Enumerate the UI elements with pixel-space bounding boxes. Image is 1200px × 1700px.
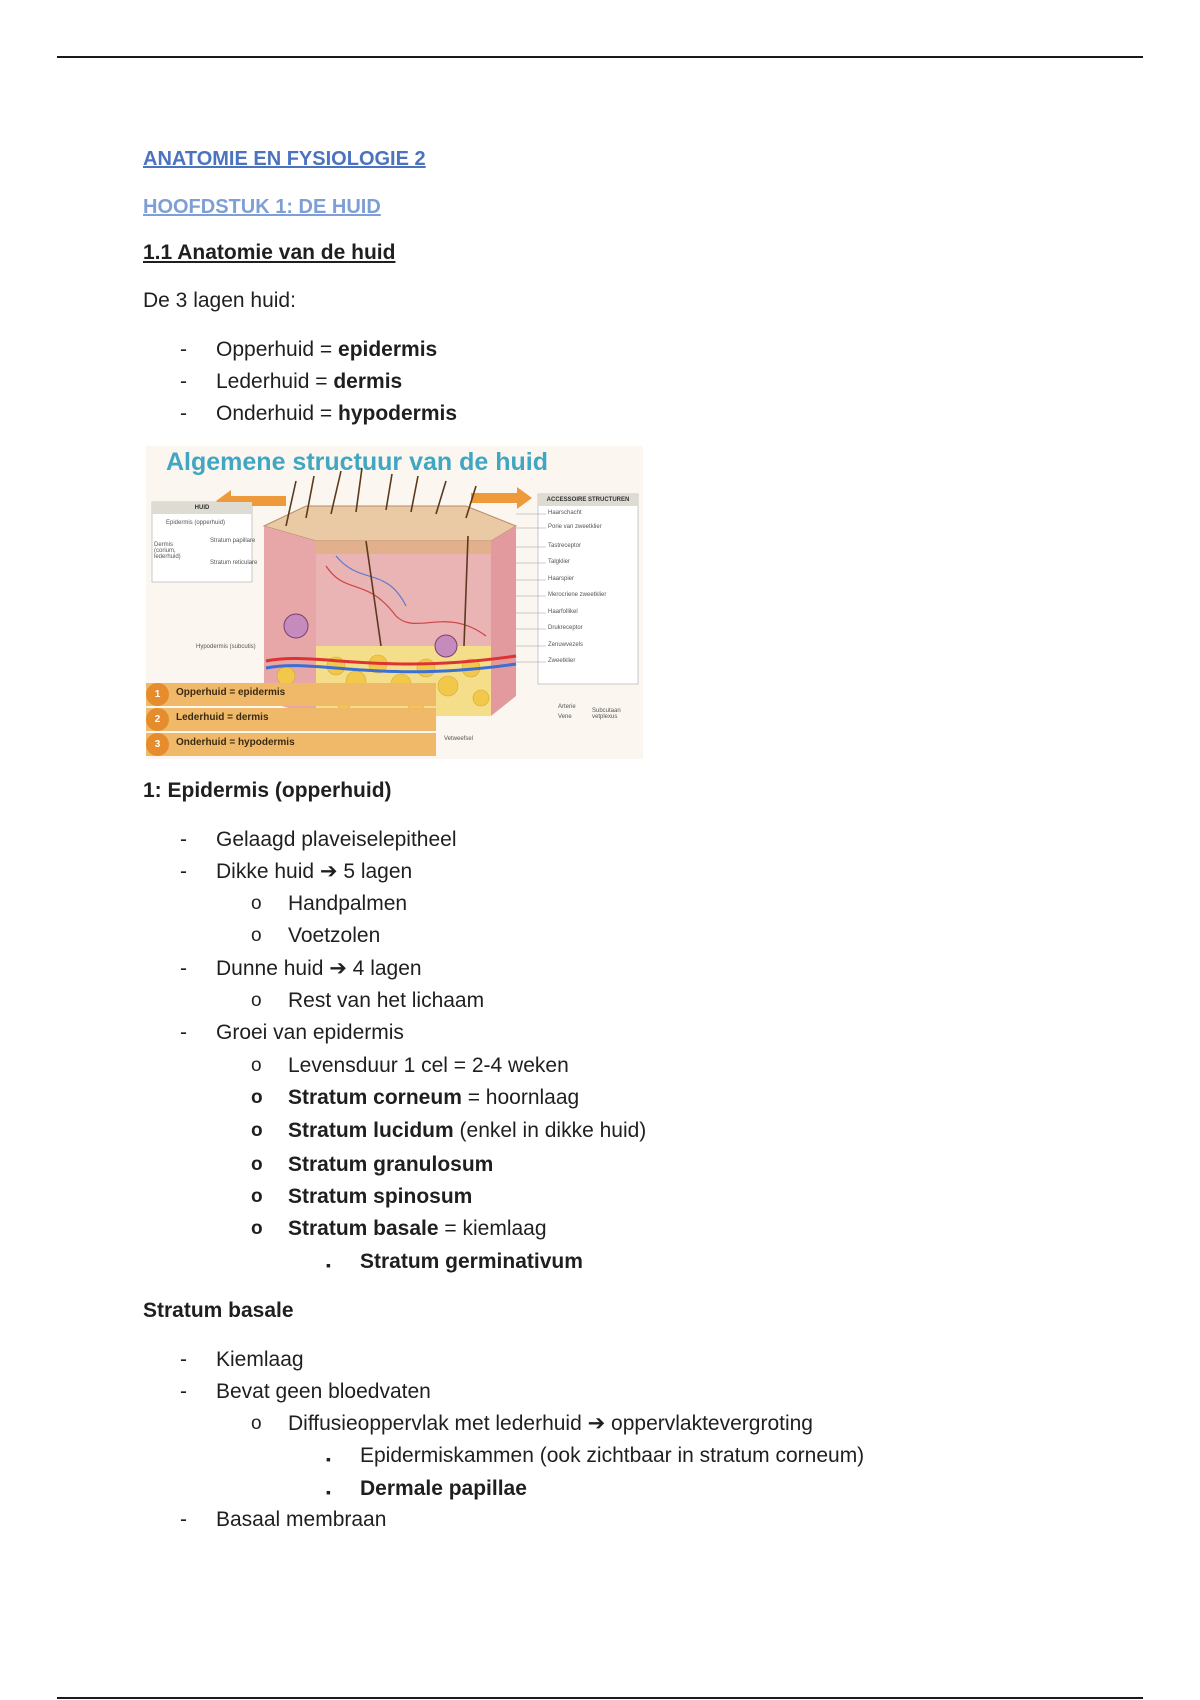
layer-band: 3 Onderhuid = hypodermis bbox=[146, 733, 436, 756]
intro-text: De 3 lagen huid: bbox=[143, 289, 296, 312]
layer-band: 2 Lederhuid = dermis bbox=[146, 708, 436, 731]
header-rule bbox=[57, 56, 1143, 58]
dash-marker: - bbox=[180, 338, 187, 361]
skin-structure-figure: Algemene structuur van de huid HUID Epidermis (opperhuid) Dermis (corium, lederhuid) Stratum papillare Stratum reticulare Hypodermis (subcutis) ACCESSOIRE STRUCTUREN Haarschacht Porie van zweetklier Tastreceptor Talgklier Haarspier Merocriene zweetklier Haarfollikel Drukreceptor Zenuwvezels Zweetklier Arterie Vene Subcutaan vetplexus Vetweefsel 1 Opperhuid = epidermis 2 Lederhuid = dermis 3 Onderhuid = hypodermis bbox=[146, 446, 643, 759]
document-title: ANATOMIE EN FYSIOLOGIE 2 bbox=[143, 148, 426, 170]
section-heading: 1.1 Anatomie van de huid bbox=[143, 241, 396, 264]
dash-marker: - bbox=[180, 370, 187, 393]
basale-heading: Stratum basale bbox=[143, 1299, 294, 1322]
footer-rule bbox=[57, 1697, 1143, 1699]
dash-marker: - bbox=[180, 402, 187, 425]
epidermis-heading: 1: Epidermis (opperhuid) bbox=[143, 779, 392, 802]
layer-band: 1 Opperhuid = epidermis bbox=[146, 683, 436, 706]
figure-title: Algemene structuur van de huid bbox=[166, 448, 549, 476]
left-box-header: HUID bbox=[152, 502, 252, 514]
chapter-heading: HOOFDSTUK 1: DE HUID bbox=[143, 196, 381, 218]
right-box-header: ACCESSOIRE STRUCTUREN bbox=[538, 494, 638, 506]
